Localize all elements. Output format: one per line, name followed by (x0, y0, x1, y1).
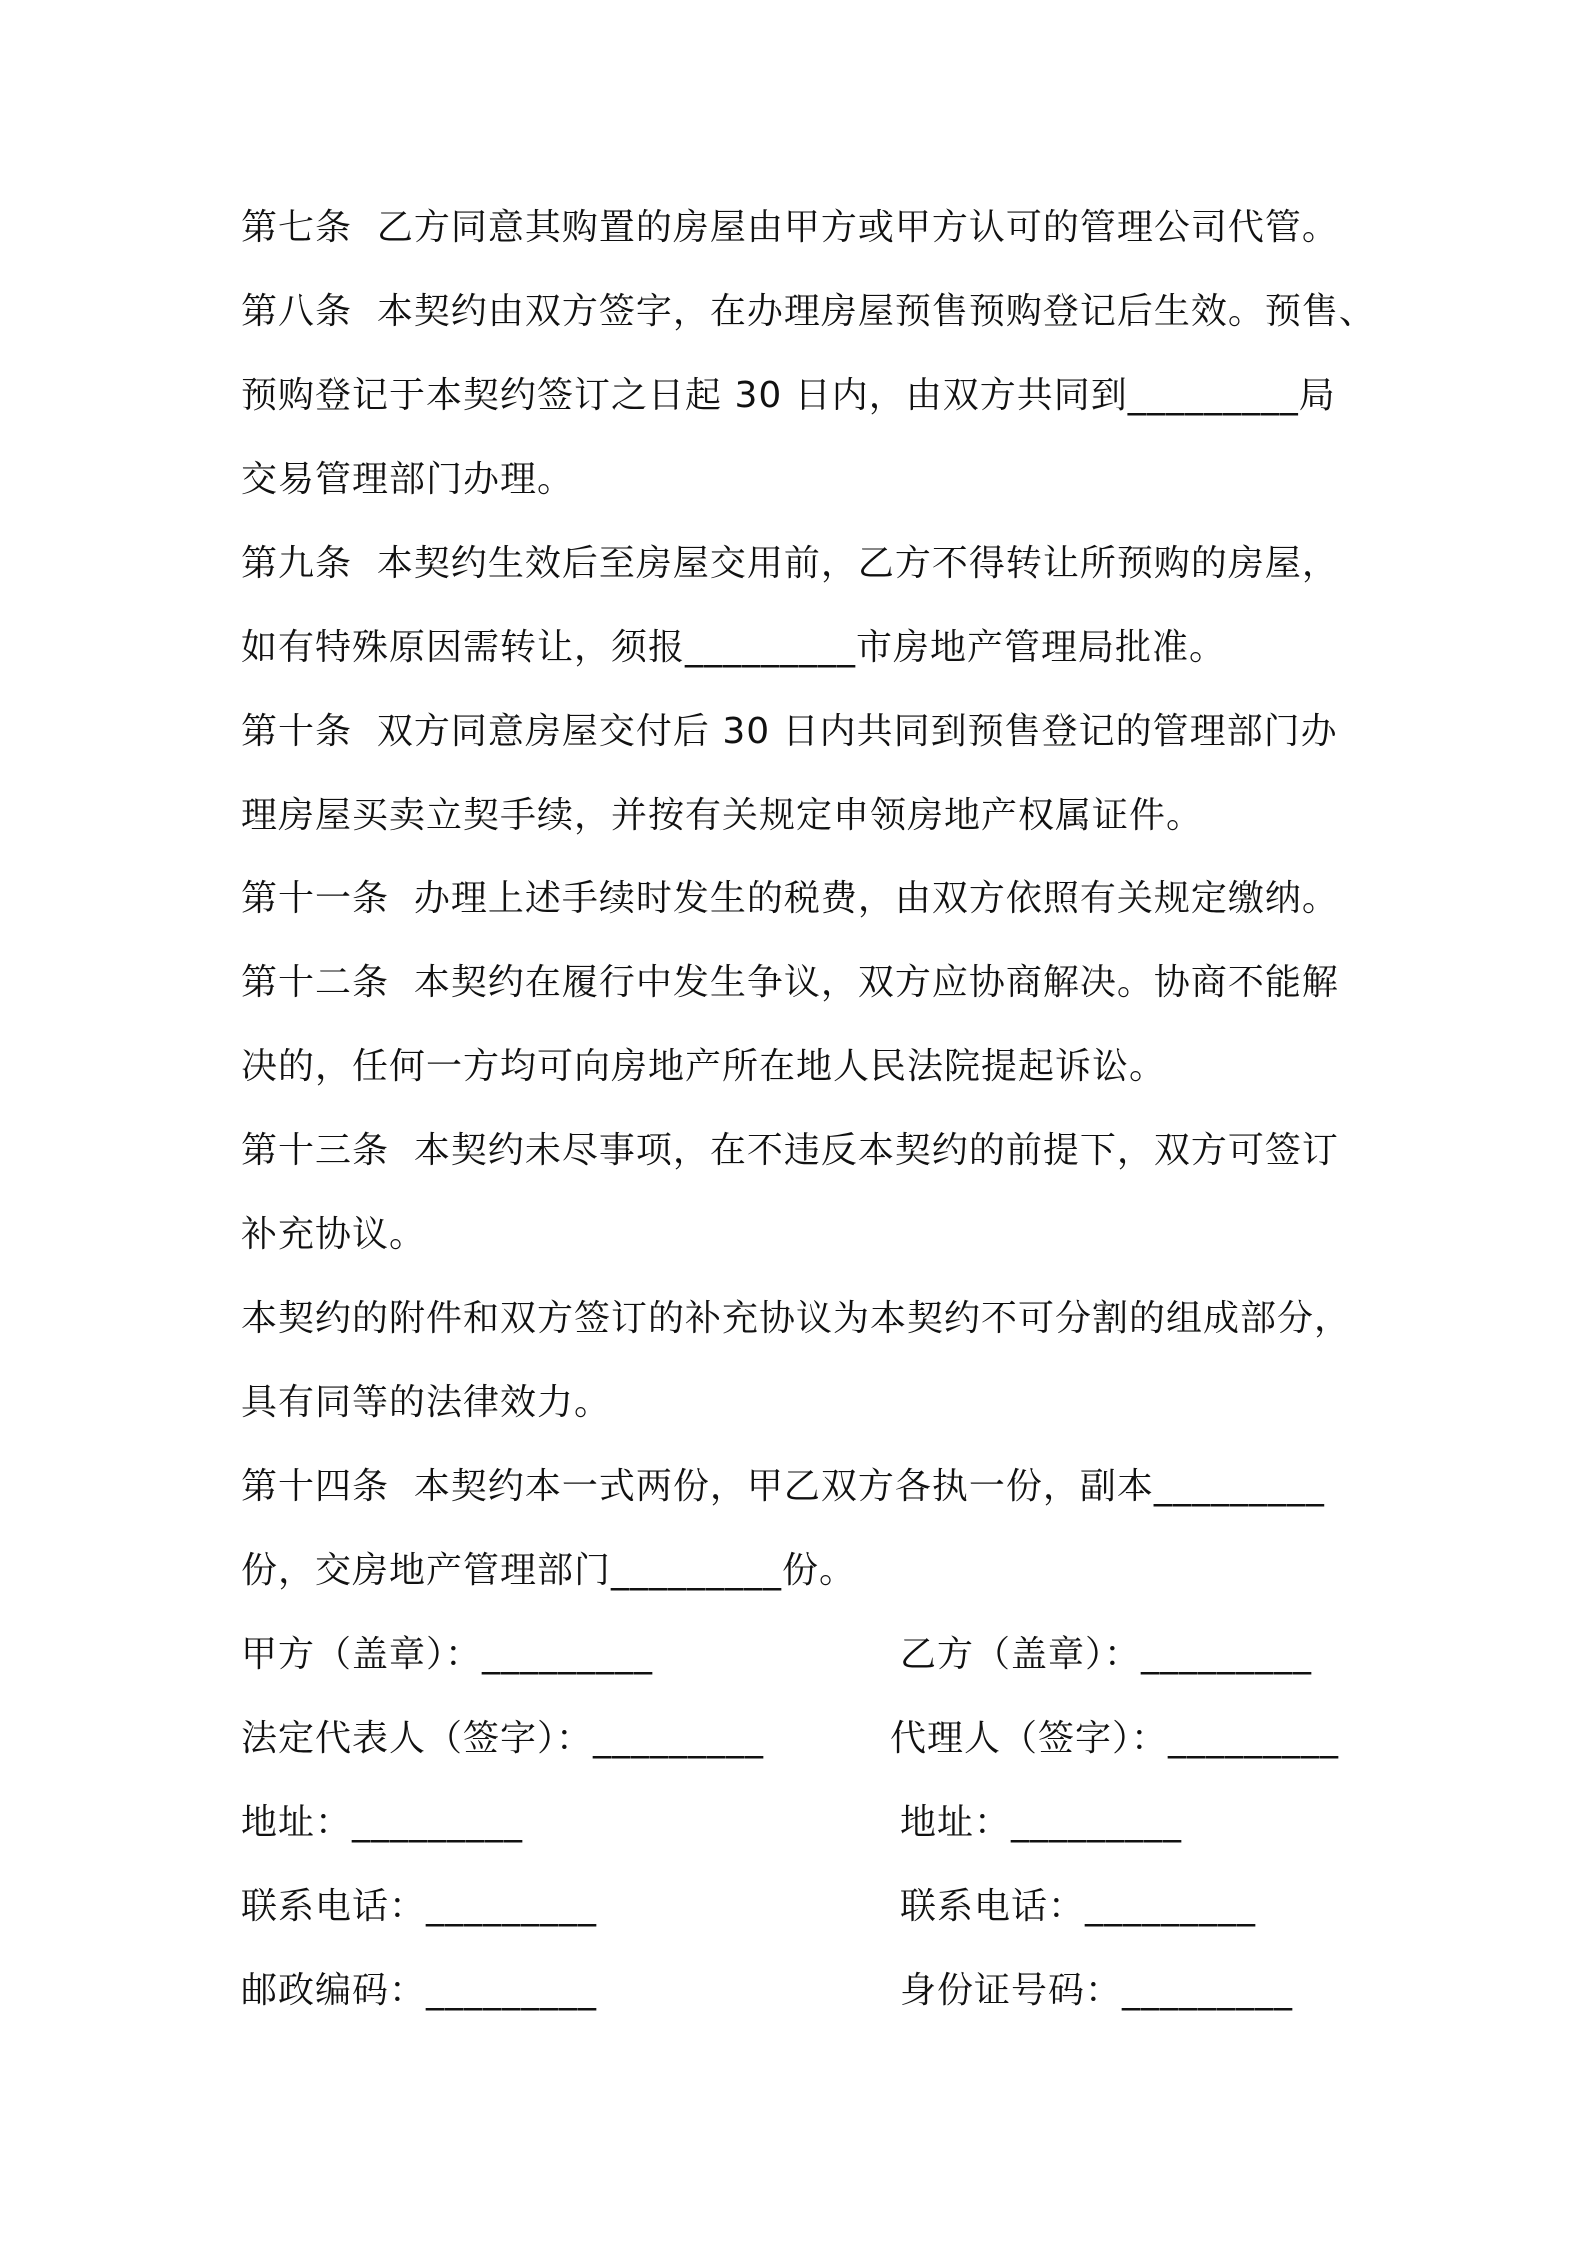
party-a-address: 地址：_________ (241, 1802, 524, 1843)
clause-13-line-2: 补充协议。 (241, 1214, 427, 1255)
supplement-line-2: 具有同等的法律效力。 (241, 1382, 612, 1423)
clause-10-line-1: 第十条 双方同意房屋交付后 30 日内共同到预售登记的管理部门办 (241, 711, 1338, 752)
party-b-id-number: 身份证号码：_________ (900, 1970, 1294, 2011)
clause-14-line-1: 第十四条 本契约本一式两份，甲乙双方各执一份，副本_________ (241, 1466, 1325, 1507)
clause-14-line-2: 份，交房地产管理部门_________份。 (241, 1550, 857, 1591)
party-a-postal-code: 邮政编码：_________ (241, 1970, 598, 2011)
party-b-seal: 乙方（盖章）：_________ (900, 1634, 1313, 1675)
party-a-seal: 甲方（盖章）：_________ (241, 1634, 654, 1675)
clause-9-line-1: 第九条 本契约生效后至房屋交用前，乙方不得转让所预购的房屋， (241, 543, 1339, 584)
supplement-line-1: 本契约的附件和双方签订的补充协议为本契约不可分割的组成部分， (241, 1298, 1352, 1339)
party-b-agent: 代理人（签字）：_________ (890, 1718, 1340, 1759)
party-a-representative: 法定代表人（签字）：_________ (241, 1718, 765, 1759)
clause-12-line-1: 第十二条 本契约在履行中发生争议，双方应协商解决。协商不能解 (241, 962, 1339, 1003)
clause-8-line-3: 交易管理部门办理。 (241, 459, 575, 500)
party-b-phone: 联系电话：_________ (900, 1886, 1257, 1927)
clause-8-line-2: 预购登记于本契约签订之日起 30 日内，由双方共同到_________局 (241, 375, 1336, 416)
clause-12-line-2: 决的，任何一方均可向房地产所在地人民法院提起诉讼。 (241, 1046, 1167, 1087)
clause-13-line-1: 第十三条 本契约未尽事项，在不违反本契约的前提下，双方可签订 (241, 1130, 1339, 1171)
clause-8-line-1: 第八条 本契约由双方签字，在办理房屋预售预购登记后生效。预售、 (241, 291, 1376, 332)
party-a-phone: 联系电话：_________ (241, 1886, 598, 1927)
clause-10-line-2: 理房屋买卖立契手续，并按有关规定申领房地产权属证件。 (241, 795, 1204, 836)
clause-9-line-2: 如有特殊原因需转让，须报_________市房地产管理局批准。 (241, 627, 1227, 668)
clause-7-line-1: 第七条 乙方同意其购置的房屋由甲方或甲方认可的管理公司代管。 (241, 207, 1339, 248)
party-b-address: 地址：_________ (900, 1802, 1183, 1843)
clause-11-line-1: 第十一条 办理上述手续时发生的税费，由双方依照有关规定缴纳。 (241, 878, 1339, 919)
